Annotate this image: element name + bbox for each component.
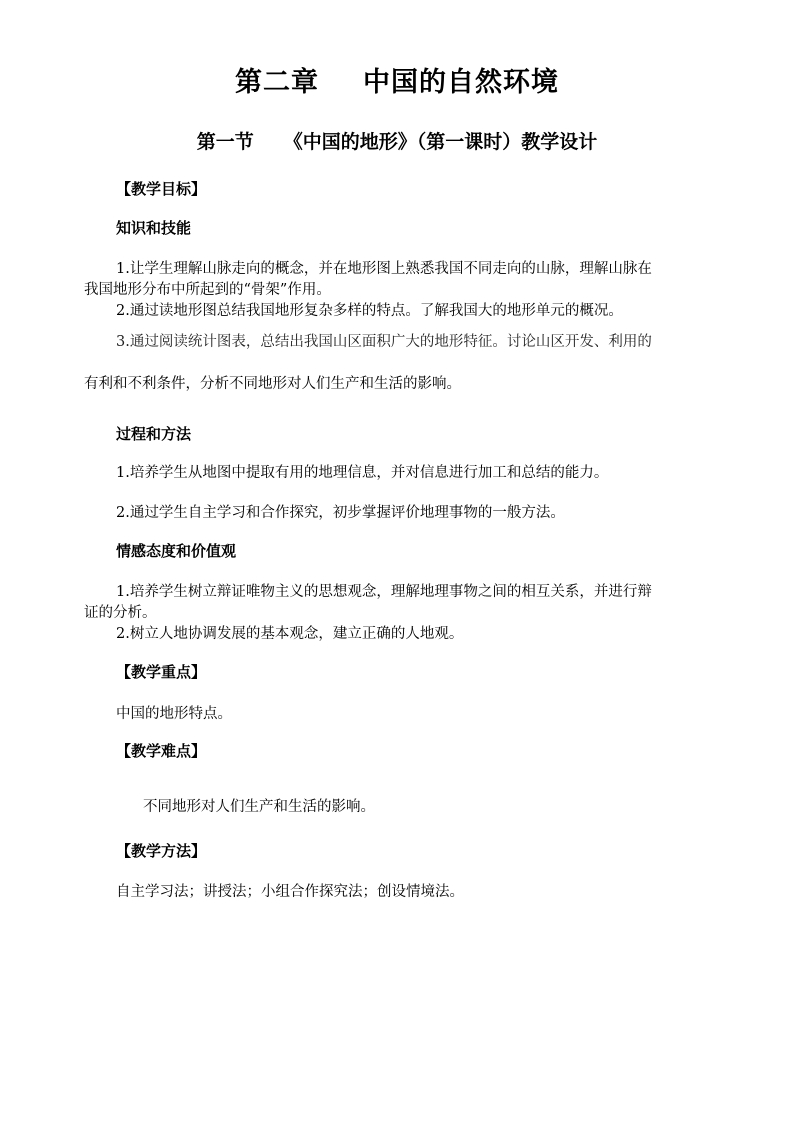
section-name: 《中国的地形》（第一课时）教学设计: [283, 131, 598, 153]
knowledge-item-1-line-1: 1.让学生理解山脉走向的概念，并在地形图上熟悉我国不同走向的山脉，理解山脉在: [116, 261, 652, 277]
emotion-item-1-line-2: 证的分析。: [84, 605, 157, 621]
methods-text: 自主学习法；讲授法；小组合作探究法；创设情境法。: [116, 884, 464, 900]
process-item-1: 1.培养学生从地图中提取有用的地理信息，并对信息进行加工和总结的能力。: [116, 465, 609, 481]
knowledge-item-2: 2.通过读地形图总结我国地形复杂多样的特点。了解我国大的地形单元的概况。: [116, 303, 623, 319]
difficult-points-heading: 【教学难点】: [116, 742, 207, 760]
knowledge-item-3-line-2: 有利和不利条件，分析不同地形对人们生产和生活的影响。: [84, 376, 461, 392]
emotion-item-2: 2.树立人地协调发展的基本观念，建立正确的人地观。: [116, 626, 464, 642]
key-points-text: 中国的地形特点。: [116, 706, 232, 722]
chapter-title: [0, 60, 794, 99]
objectives-heading: 【教学目标】: [116, 180, 207, 198]
section-number: 第一节: [196, 131, 254, 153]
emotion-item-1-line-1: 1.培养学生树立辩证唯物主义的思想观念，理解地理事物之间的相互关系，并进行辩: [116, 584, 652, 600]
section-title: [0, 127, 794, 154]
emotion-heading: 情感态度和价值观: [116, 542, 237, 560]
key-points-heading: 【教学重点】: [116, 663, 207, 681]
knowledge-item-1-line-2: 我国地形分布中所起到的“骨架”作用。: [84, 282, 331, 298]
chapter-name: 中国的自然环境: [363, 67, 559, 98]
methods-heading: 【教学方法】: [116, 842, 207, 860]
chapter-number: 第二章: [235, 67, 319, 98]
knowledge-item-3-line-1: 3.通过阅读统计图表，总结出我国山区面积广大的地形特征。讨论山区开发、利用的: [116, 334, 652, 350]
knowledge-heading: 知识和技能: [116, 219, 192, 237]
process-heading: 过程和方法: [116, 425, 192, 443]
process-item-2: 2.通过学生自主学习和合作探究，初步掌握评价地理事物的一般方法。: [116, 505, 565, 521]
difficult-points-text: 不同地形对人们生产和生活的影响。: [143, 799, 375, 815]
